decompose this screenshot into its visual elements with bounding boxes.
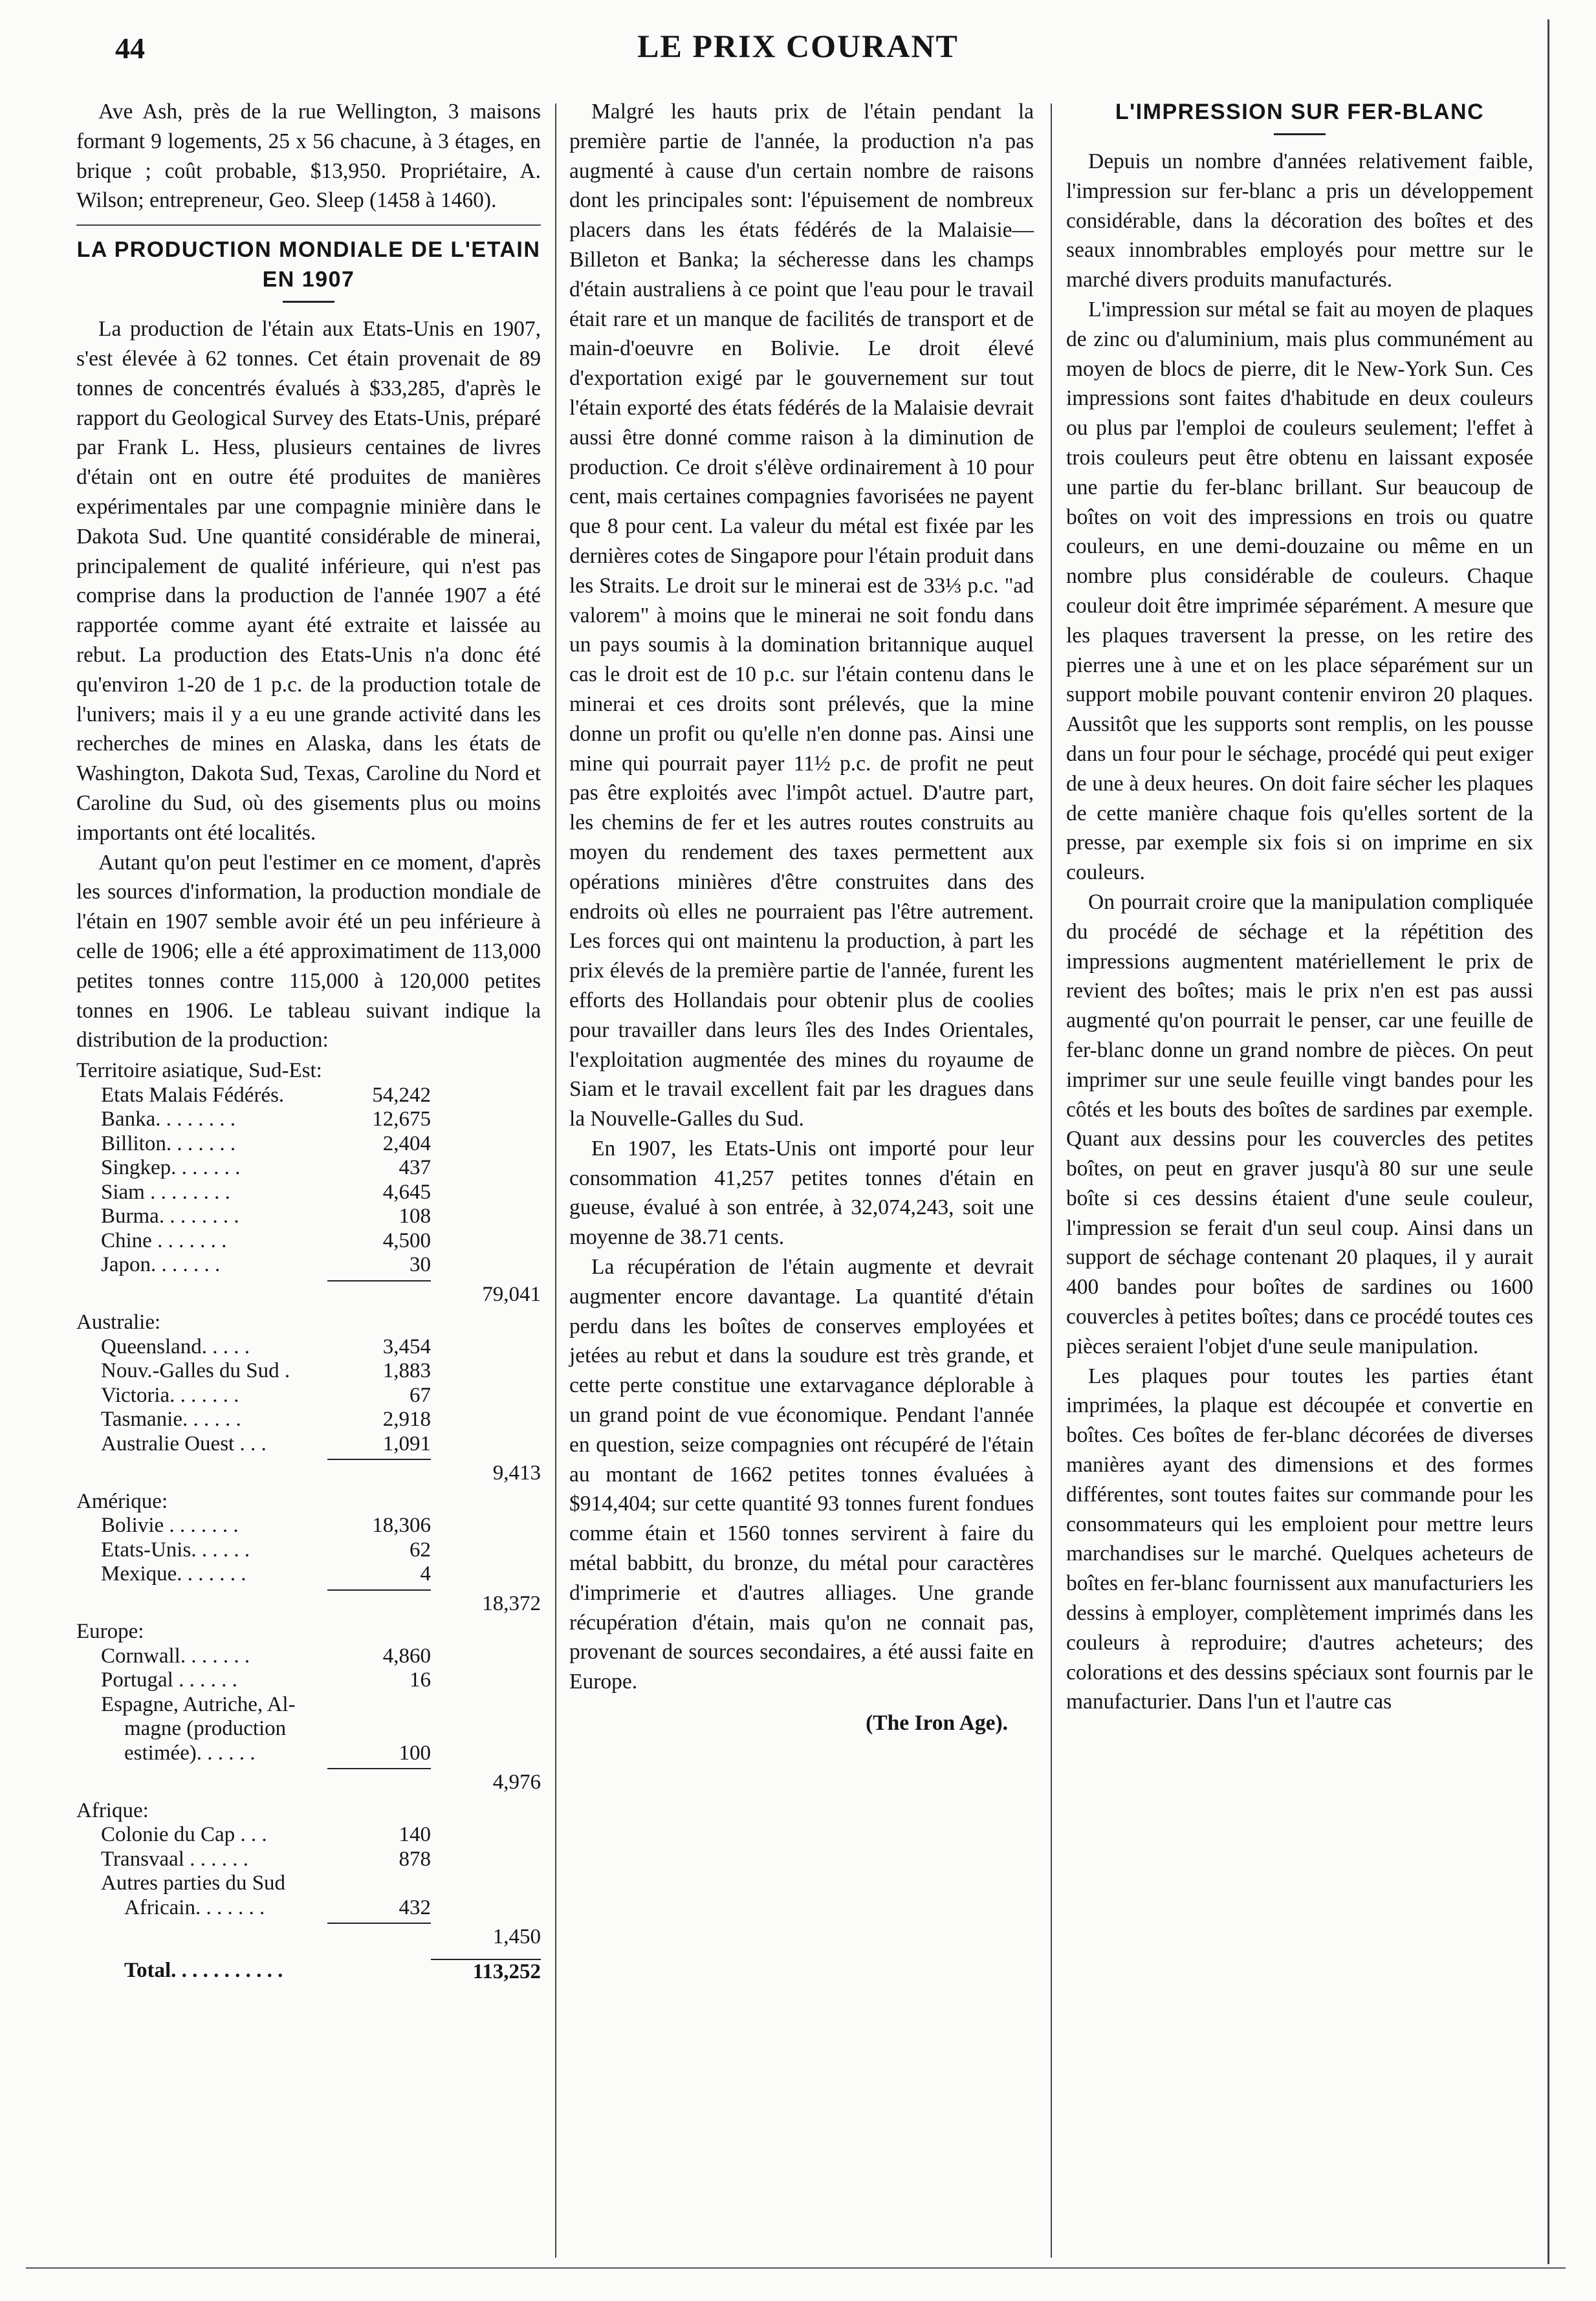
table-row: Cornwall. . . . . . . 4,860 xyxy=(101,1644,431,1668)
article-paragraph: Depuis un nombre d'années relativement faible, l'impression sur fer-blanc a pris un développement considérable, dans la décoration des boîtes et des seaux innombrables employés pour mettre sur le marché divers produits manufacturés. xyxy=(1066,149,1533,292)
table-row: Etats-Unis. . . . . . 62 xyxy=(101,1538,431,1562)
table-row: Siam . . . . . . . . 4,645 xyxy=(101,1180,431,1204)
article-heading-tin-printing: L'IMPRESSION SUR FER-BLANC xyxy=(1115,100,1485,124)
column-left xyxy=(76,97,541,1988)
article-paragraph: La récupération de l'étain augmente et devrait augmenter encore davantage. La quantité d'étain perdu dans les boîtes de conserves employées et jetées au rebut et dans la soudure est très grande, et cette perte constitue une extarvagance déplorable à un grand point de vue économique. Pendant l'année en question, seize compagnies ont récupéré de l'étain au montant de 1662 petites tonnes évaluées à $914,404; sur cette quantité 93 tonnes furent fondues comme étain et 1560 tonnes servirent à faire du métal babbitt, du bronze, du métal pour caractères d'imprimerie et d'autres alliages. Une grande récupération d'étain, mais qu'on ne connait pas, provenant de sources secondaires, a été aussi faite en Europe. xyxy=(569,1255,1034,1694)
group-subtotal: 1,450 xyxy=(492,1925,541,1949)
page-header xyxy=(0,19,1596,78)
table-row: estimée). . . . . . 100 xyxy=(124,1741,431,1765)
group-subtotal: 18,372 xyxy=(482,1591,541,1615)
table-row: magne (production xyxy=(124,1717,287,1741)
column-rule-left xyxy=(555,104,556,2258)
total-label: Total. . . . . . . . . . . xyxy=(124,1958,283,1982)
page-number: 44 xyxy=(115,32,145,65)
article-paragraph: Les plaques pour toutes les parties étant imprimées, la plaque est découpée et convertie en boîtes. Ces boîtes de fer-blanc décorées de diverses manières ayant des dimensions et des formes différentes, sont toutes faites sur commande pour les consommateurs qui les emploient pour mettre leurs marchandises sur le marché. Quelques acheteurs de boîtes en fer-blanc fournissent aux manufacturiers les dessins à employer, complètement imprimés dans les couleurs à reproduire; d'autres acheteurs; des colorations et des dessins spéciaux sont fournis par le manufacturier. Dans l'un et l'autre cas xyxy=(1066,1364,1533,1714)
table-row: Portugal . . . . . . 16 xyxy=(101,1668,431,1692)
bottom-rule xyxy=(26,2267,1566,2269)
article-source: (The Iron Age). xyxy=(866,1711,1008,1736)
table-row: Japon. . . . . . . 30 xyxy=(101,1253,431,1277)
running-title: LE PRIX COURANT xyxy=(637,28,959,64)
article-paragraph: En 1907, les Etats-Unis ont importé pour leur consommation 41,257 petites tonnes d'étain en gueuse, évalué à son entrée, à 32,074,243, soit une moyenne de 38.71 cents. xyxy=(569,1136,1034,1250)
page-edge-rule xyxy=(1547,19,1549,2264)
table-row: Colonie du Cap . . . 140 xyxy=(101,1823,431,1847)
table-row: Singkep. . . . . . . 437 xyxy=(101,1156,431,1180)
table-row: Nouv.-Galles du Sud . 1,883 xyxy=(101,1359,431,1383)
sum-rule xyxy=(327,1280,431,1281)
table-row: Tasmanie. . . . . . 2,918 xyxy=(101,1408,431,1432)
table-group-label: Territoire asiatique, Sud-Est: xyxy=(76,1059,322,1083)
table-group-label: Amérique: xyxy=(76,1489,168,1513)
article-paragraph: L'impression sur métal se fait au moyen de plaques de zinc ou d'aluminium, mais plus communément au moyen de blocs de pierre, dit le New-York Sun. Ces impressions sont faites d'habitude en deux couleurs ou plus par l'emploi de couleurs seulement; l'effet à trois couleurs peut être obtenu en laissant exposée une partie du fer-blanc brillant. Sur beaucoup de boîtes on voit des impressions en trois ou quatre couleurs, en une demi-douzaine ou même en un nombre plus considérable de couleurs. Chaque couleur doit être imprimée séparément. A mesure que les plaques traversent la presse, on les retire des pierres une à une et on les place séparément sur un support mobile pouvant contenir environ 20 plaques. Aussitôt que les supports sont remplis, on les pousse dans un four pour le séchage, procédé qui peut exiger de une à deux heures. On doit faire sécher les plaques de cette manière chaque fois qu'elles sortent de la presse, par exemple six fois si on imprime en six couleurs. xyxy=(1066,297,1533,885)
article-paragraph: La production de l'étain aux Etats-Unis en 1907, s'est élevée à 62 tonnes. Cet étain provenait de 89 tonnes de concentrés évalués à $33,285, d'après le rapport du Geological Survey des Etats-Unis, préparé par Frank L. Hess, plusieurs centaines de livres d'étain ont en outre été produites de manières expérimentales par une compagnie minière dans le Dakota Sud. Une quantité considérable de minerai, principalement de qualité inférieure, qui n'est pas comprise dans la production de l'année 1907 a été rapportée comme ayant été extraite et laissée au rebut. La production des Etats-Unis n'a donc été qu'environ 1-20 de 1 p.c. de la production totale de l'univers; mais il y a eu une grande activité dans les recherches de mines en Alaska, dans les états de Washington, Dakota Sud, Texas, Caroline du Nord et Caroline du Sud, où des gisements plus ou moins importants ont été localités. xyxy=(76,317,541,845)
table-row: Billiton. . . . . . . 2,404 xyxy=(101,1131,431,1155)
sum-rule xyxy=(327,1923,431,1924)
table-row: Espagne, Autriche, Al- xyxy=(101,1692,296,1716)
table-row: Victoria. . . . . . . 67 xyxy=(101,1383,431,1407)
building-notice: Ave Ash, près de la rue Wellington, 3 maisons formant 9 logements, 25 x 56 chacune, à 3 étages, en brique ; coût probable, $13,950. Propriétaire, A. Wilson; entrepreneur, Geo. Sleep (1458 à 1460). xyxy=(76,100,541,213)
heading-rule xyxy=(1274,133,1326,135)
table-row: Transvaal . . . . . . 878 xyxy=(101,1847,431,1871)
article-paragraph: Autant qu'on peut l'estimer en ce moment, d'après les sources d'information, la production mondiale de l'étain en 1907 semble avoir été un peu inférieure à celle de 1906; elle a été approximatiment de 113,000 petites tonnes contre 115,000 à 120,000 petites tonnes en 1906. Le tableau suivant indique la distribution de la production: xyxy=(76,850,541,1052)
group-subtotal: 9,413 xyxy=(492,1461,541,1485)
article-paragraph: On pourrait croire que la manipulation compliquée du procédé de séchage et la répétition des impressions augmentent matériellement le prix de revient des boîtes; mais le prix n'en est pas aussi augmenté qu'on pourrait le penser, car une feuille de fer-blanc donne un grand nombre de pièces. On peut imprimer sur une seule feuille vingt bandes pour les côtés et les bouts des boîtes de sardines par exemple. Quant aux dessins pour les couvercles des petites boîtes, on peut en graver jusqu'à 80 sur une seule boîte si ces dessins étaient d'une seule couleur, l'impression se ferait d'un seul coup. Ainsi dans un support de séchage contenant 20 plaques, il y aurait 400 bandes pour boîtes de sardines ou 1600 couvercles à petites boîtes; dans ce procédé toutes ces pièces seraient l'objet d'une seule manipulation. xyxy=(1066,889,1533,1358)
table-row: Bolivie . . . . . . . 18,306 xyxy=(101,1514,431,1538)
article-heading-tin-production: LA PRODUCTION MONDIALE DE L'ETAIN EN 1907 xyxy=(76,237,541,292)
table-row: Banka. . . . . . . . 12,675 xyxy=(101,1107,431,1131)
column-right xyxy=(1066,97,1533,1717)
sum-rule xyxy=(327,1589,431,1591)
table-row: Autres parties du Sud xyxy=(101,1871,286,1895)
sum-rule xyxy=(327,1459,431,1460)
table-group-label: Australie: xyxy=(76,1311,161,1335)
tin-production-table xyxy=(76,1059,541,1984)
table-row: Chine . . . . . . . 4,500 xyxy=(101,1228,431,1252)
heading-rule xyxy=(283,301,334,303)
article-paragraph: Malgré les hauts prix de l'étain pendant la première partie de l'année, la production n'a pas augmenté à cause d'un certain nombre de raisons dont les principales sont: l'épuisement de nombreux placers dans les états fédérés de la Malaisie—Billeton et Banka; la sécheresse dans les champs d'étain australiens à ce point que l'eau pour le travail était rare et un manque de facilités de transport et de main-d'oeuvre en Bolivie. Le droit élevé d'exportation exigé par le gouvernement sur tout l'étain exporté des états fédérés de la Malaisie devrait aussi être donné comme raison à la diminution de production. Ce droit s'élève ordinairement à 10 pour cent, mais certaines compagnies favorisées ne payent que 8 pour cent. La valeur du métal est fixée par les dernières cotes de Singapore pour l'étain produit dans les Straits. Le droit sur le minerai est de 33⅓ p.c. "ad valorem" à moins que le minerai ne soit fondu dans un pays soumis à la domination britannique auquel cas le droit est de 10 p.c. sur l'étain contenu dans le minerai et ces droits sont prélevés, que la mine donne un profit ou qu'elle n'en donne pas. Ainsi une mine qui pourrait payer 11½ p.c. de profit ne peut pas être exploités avec l'impôt actuel. D'autre part, les chemins de fer et les autres routes construits au moyen du rendement des taxes permettent aux opérations minières d'être construites dans des endroits où elles ne pourraient pas l'être autrement. Les forces qui ont maintenu la production, à part les prix élevés de la première partie de l'année, furent les efforts des Hollandais pour obtenir plus de coolies pour travailler dans leurs îles des Indes Orientales, l'exploitation augmentée des mines du royaume de Siam et le travail excellent fait par les dragues dans la Nouvelle-Galles du Sud. xyxy=(569,100,1034,1131)
total-value: 113,252 xyxy=(431,1959,541,1985)
table-group-label: Europe: xyxy=(76,1620,144,1644)
group-subtotal: 79,041 xyxy=(482,1282,541,1306)
group-subtotal: 4,976 xyxy=(492,1771,541,1794)
table-row: Australie Ouest . . . 1,091 xyxy=(101,1432,431,1456)
table-row: Burma. . . . . . . . 108 xyxy=(101,1205,431,1228)
column-rule-right xyxy=(1051,104,1052,2258)
table-row: Africain. . . . . . . 432 xyxy=(124,1895,431,1919)
table-row: Queensland. . . . . 3,454 xyxy=(101,1335,431,1358)
table-row: Etats Malais Fédérés. 54,242 xyxy=(101,1083,431,1107)
table-row: Mexique. . . . . . . 4 xyxy=(101,1562,431,1586)
section-divider xyxy=(76,224,541,226)
table-total-row xyxy=(76,1959,541,1985)
table-group-label: Afrique: xyxy=(76,1798,149,1822)
sum-rule xyxy=(327,1768,431,1769)
column-middle xyxy=(569,97,1034,1738)
